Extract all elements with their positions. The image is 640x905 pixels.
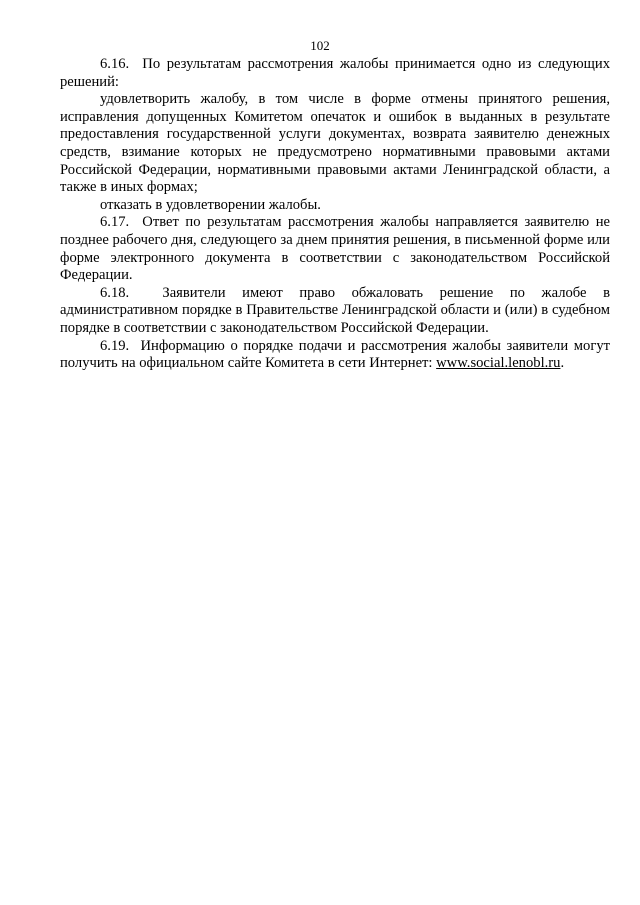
paragraph-option-satisfy	[60, 91, 610, 197]
paragraph-number: 6.18.	[100, 284, 130, 301]
paragraph-number: 6.19.	[100, 337, 130, 354]
paragraph-text: Информацию о порядке подачи и рассмотрения жалобы заявители могут получить на официальном сайте Комитета в сети Интернет:	[60, 337, 610, 372]
paragraph-6-17	[60, 214, 610, 284]
paragraph-text: удовлетворить жалобу, в том числе в форме отмены принятого решения, исправления допущенных Комитетом опечаток и ошибок в выданных в результате предоставления государственной услуги документах, возврата заявителю денежных средств, взимание которых не предусмотрено нормативными правовыми актами Российской Федерации, нормативными правовыми актами Ленинградской области, а также в иных формах;	[60, 91, 610, 196]
document-body	[60, 56, 610, 373]
paragraph-trailing: .	[560, 355, 565, 372]
paragraph-number: 6.16.	[100, 56, 130, 72]
paragraph-text: По результатам рассмотрения жалобы принимается одно из следующих решений:	[60, 56, 610, 90]
paragraph-6-18	[60, 285, 610, 338]
paragraph-6-19	[60, 338, 610, 373]
website-link[interactable]: www.social.lenobl.ru	[436, 355, 561, 372]
paragraph-text: Заявители имеют право обжаловать решение по жалобе в административном порядке в Правительстве Ленинградской области и (или) в судебном порядке в соответствии с законодательством Российской Федерации.	[60, 284, 611, 336]
paragraph-number: 6.17.	[100, 214, 130, 231]
paragraph-option-refuse	[60, 197, 610, 215]
paragraph-text: отказать в удовлетворении жалобы.	[100, 196, 321, 213]
paragraph-6-16	[60, 56, 610, 91]
paragraph-text: Ответ по результатам рассмотрения жалобы направляется заявителю не позднее рабочего дня, следующего за днем принятия решения, в письменной форме или форме электронного документа в соответствии с законодательством Российской Федерации.	[60, 214, 611, 284]
page-number: 102	[310, 38, 330, 53]
